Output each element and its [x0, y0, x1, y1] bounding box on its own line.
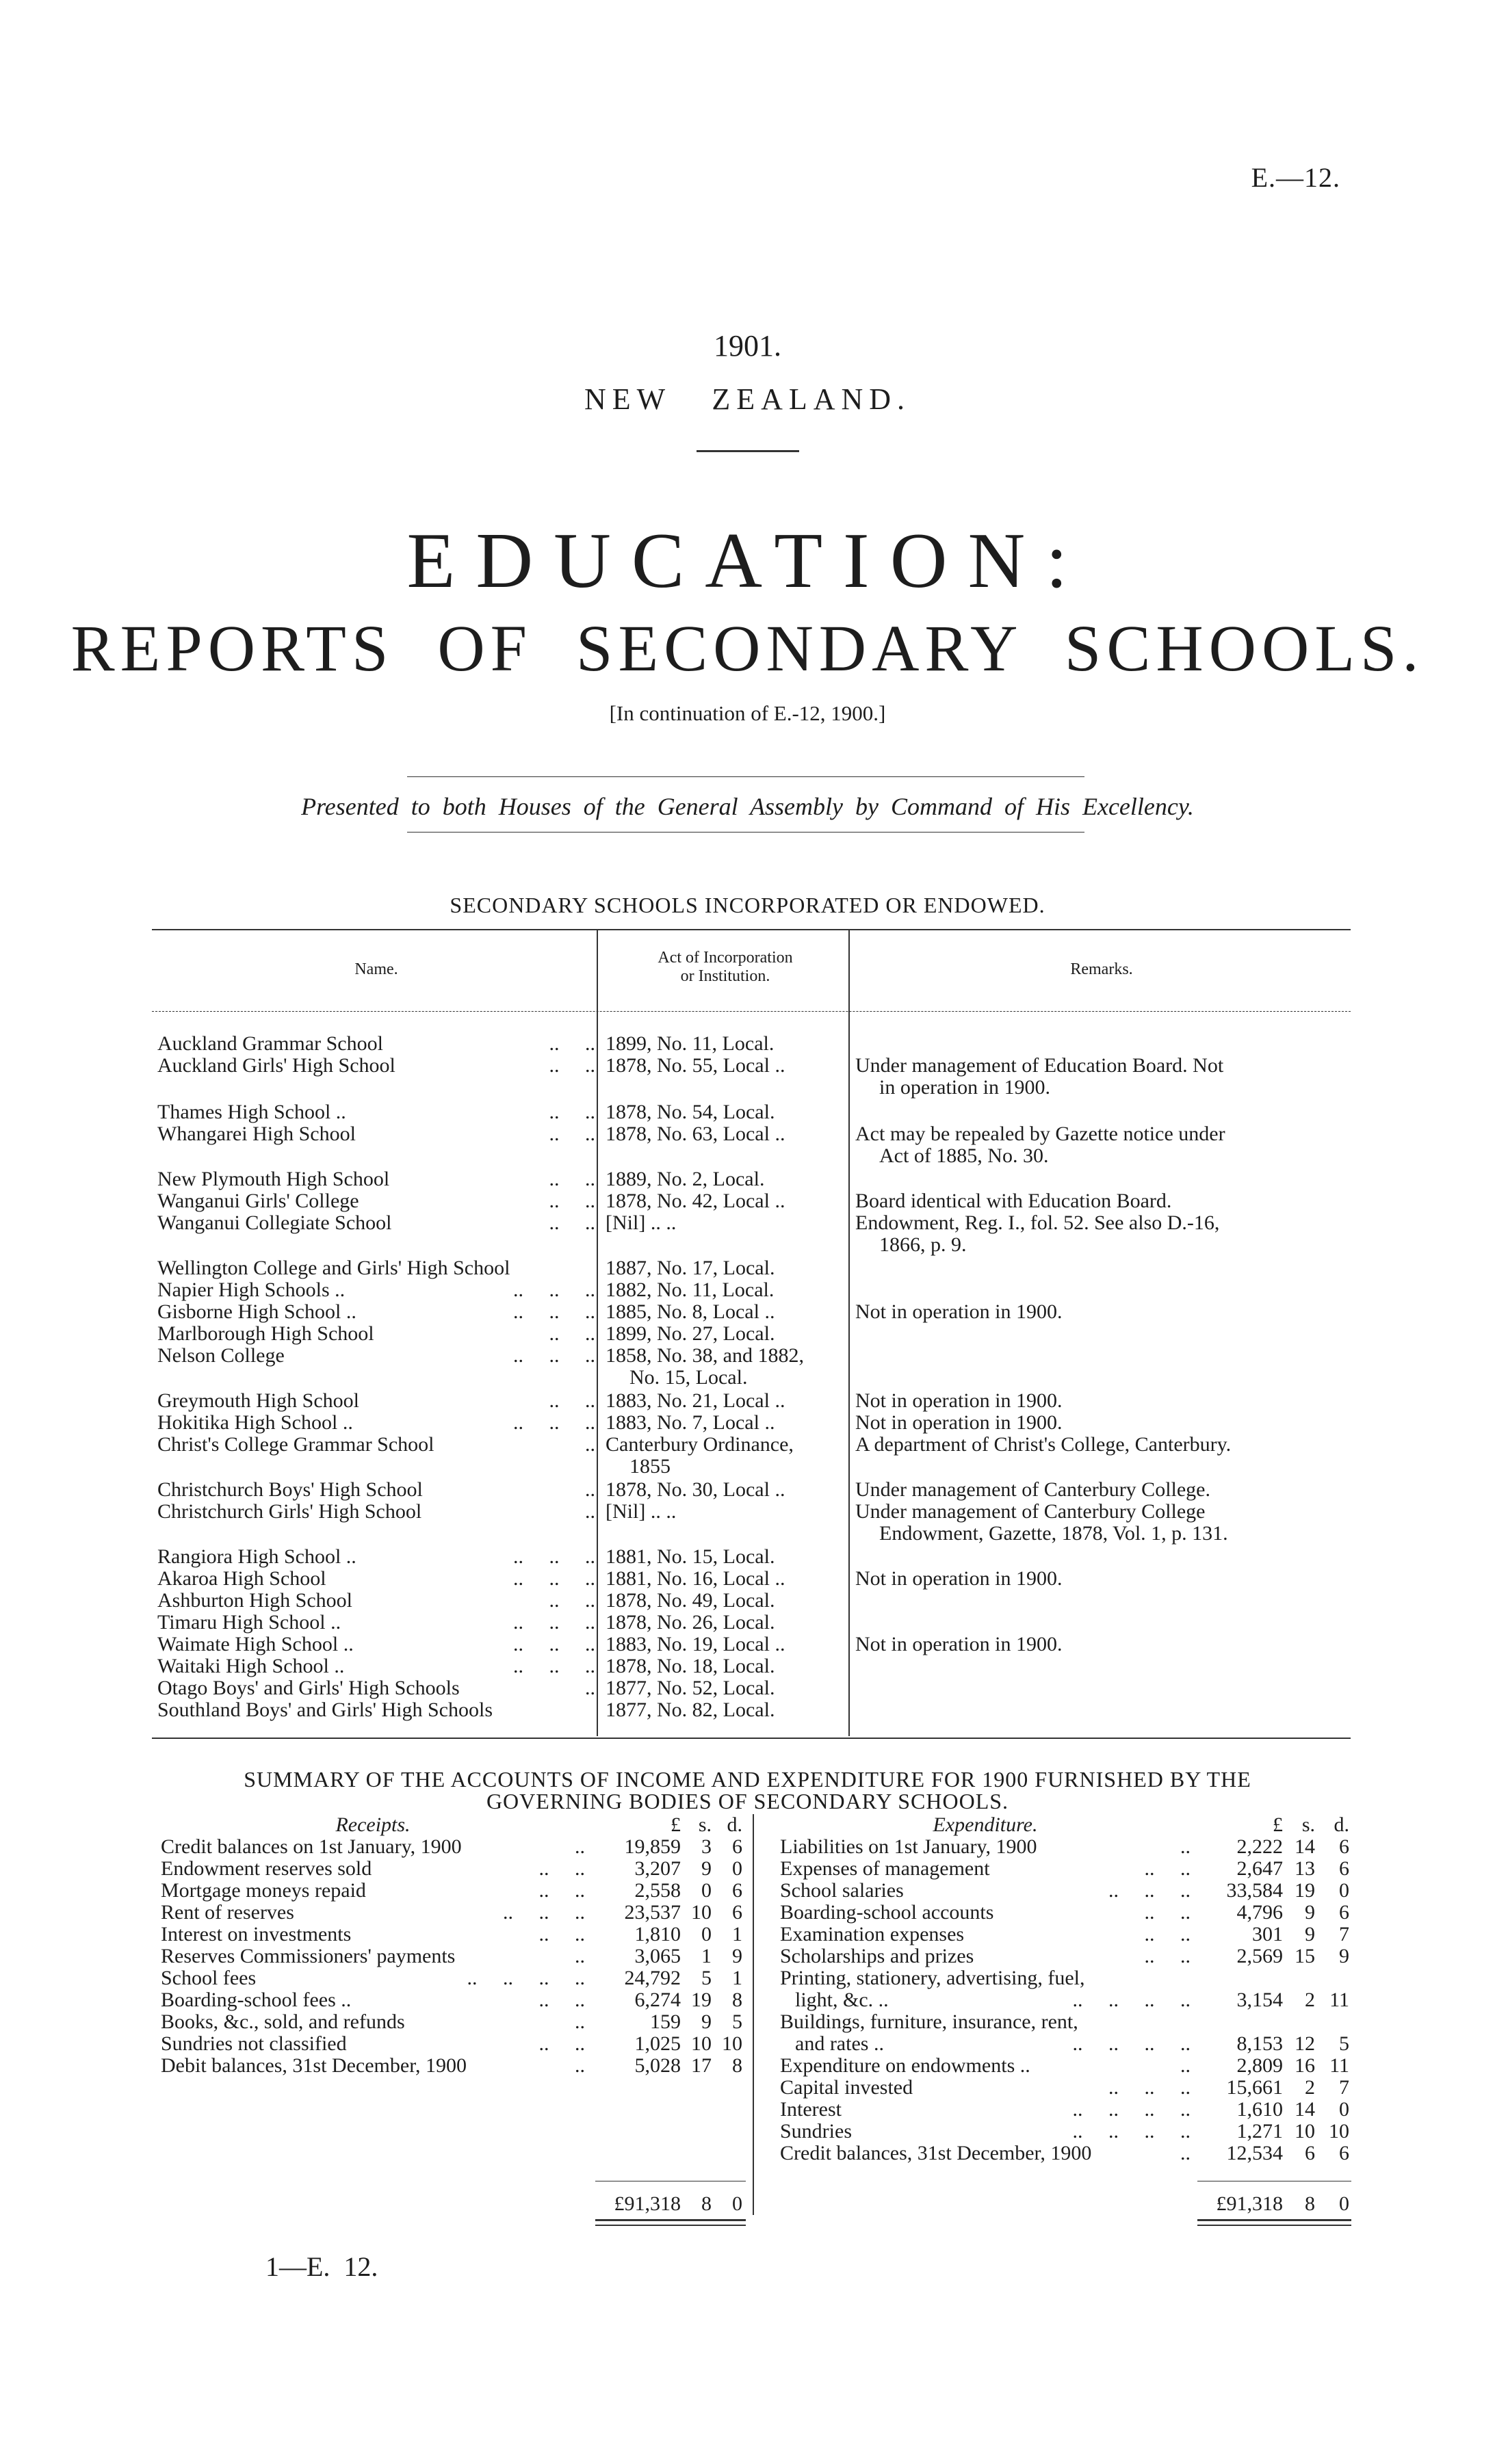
- expenditure-pence: 6: [1339, 1901, 1349, 1924]
- expenditure-shillings: 16: [1295, 2054, 1315, 2077]
- school-act: 1878, No. 26, Local.: [606, 1612, 775, 1634]
- receipt-label: Endowment reserves sold: [161, 1858, 372, 1880]
- expenditure-pence: 0: [1339, 2098, 1349, 2121]
- expenditure-pence: 10: [1329, 2120, 1349, 2142]
- expenditure-pence: 6: [1339, 1835, 1349, 1858]
- receipt-pounds: 23,537: [624, 1901, 681, 1924]
- receipt-shillings: 9: [701, 1857, 712, 1880]
- receipt-label: Rent of reserves: [161, 1902, 294, 1924]
- expenditure-label: Expenses of management: [780, 1858, 990, 1880]
- receipt-pounds: 5,028: [634, 2054, 681, 2077]
- school-remarks: Board identical with Education Board.: [855, 1190, 1172, 1212]
- col-header-act-2: or Institution.: [680, 967, 770, 985]
- receipt-label: Sundries not classified: [161, 2033, 347, 2055]
- school-name: Wellington College and Girls' High School: [157, 1257, 510, 1279]
- school-remarks: Under management of Canterbury College: [855, 1500, 1206, 1523]
- col-pence: d.: [727, 1813, 742, 1836]
- school-name: Ashburton High School: [157, 1590, 352, 1612]
- expenditure-shillings: 13: [1295, 1857, 1315, 1880]
- school-name: Christchurch Girls' High School: [157, 1501, 422, 1523]
- presented-line: Presented to both Houses of the General Assembly by Command of His Excellency.: [301, 793, 1194, 820]
- expenditure-label: Buildings, furniture, insurance, rent,: [780, 2011, 1078, 2033]
- receipt-label: Credit balances on 1st January, 1900: [161, 1836, 462, 1858]
- receipt-label: Reserves Commissioners' payments: [161, 1945, 456, 1967]
- receipt-pounds: 1,025: [634, 2032, 681, 2055]
- expenditure-pence: 11: [1329, 2054, 1349, 2077]
- school-remarks-cont: Act of 1885, No. 30.: [879, 1144, 1049, 1167]
- school-remarks: Not in operation in 1900.: [855, 1411, 1063, 1434]
- expenditure-pence: 6: [1339, 1857, 1349, 1880]
- receipt-pounds: 3,207: [634, 1857, 681, 1880]
- receipt-label: Boarding-school fees ..: [161, 1989, 352, 2011]
- expenditure-pence: 7: [1339, 1923, 1349, 1945]
- school-remarks: Not in operation in 1900.: [855, 1633, 1063, 1655]
- main-title: EDUCATION:: [406, 517, 1089, 605]
- school-name: Whangarei High School: [157, 1123, 356, 1145]
- accounts-title-2: GOVERNING BODIES OF SECONDARY SCHOOLS.: [486, 1789, 1009, 1813]
- school-remarks: Under management of Canterbury College.: [855, 1478, 1210, 1501]
- school-act: 1889, No. 2, Local.: [606, 1168, 765, 1190]
- expenditure-label: Interest: [780, 2099, 842, 2121]
- school-name: Greymouth High School: [157, 1390, 359, 1412]
- expenditure-pounds: 2,569: [1236, 1945, 1283, 1967]
- receipt-pence: 8: [732, 2054, 742, 2077]
- expenditure-label: Boarding-school accounts: [780, 1902, 994, 1924]
- expenditure-label-cont: light, &c. ..: [795, 1989, 889, 2011]
- school-name: Akaroa High School: [157, 1568, 326, 1590]
- school-name: Christchurch Boys' High School: [157, 1479, 423, 1501]
- expenditure-label: Scholarships and prizes: [780, 1945, 974, 1967]
- receipt-pence: 0: [732, 1857, 742, 1880]
- school-act: 1878, No. 55, Local ..: [606, 1055, 785, 1077]
- expenditure-label-cont: and rates ..: [795, 2033, 884, 2055]
- school-name: Rangiora High School ..: [157, 1546, 356, 1568]
- receipts-total-shillings: 8: [701, 2192, 712, 2215]
- school-name: Auckland Girls' High School: [157, 1055, 395, 1077]
- col-separator-2: [848, 929, 850, 1736]
- signature-mark: 1—E. 12.: [265, 2251, 378, 2282]
- school-act: 1858, No. 38, and 1882,: [606, 1345, 804, 1367]
- receipt-shillings: 17: [691, 2054, 712, 2077]
- receipt-pence: 8: [732, 1989, 742, 2011]
- expenditure-shillings: 19: [1295, 1879, 1315, 1902]
- expenditure-shillings: 9: [1305, 1901, 1315, 1924]
- receipt-shillings: 19: [691, 1989, 712, 2011]
- school-act: 1885, No. 8, Local ..: [606, 1301, 775, 1323]
- receipt-shillings: 10: [691, 2032, 712, 2055]
- receipt-pence: 9: [732, 1945, 742, 1967]
- expenditure-label: Credit balances, 31st December, 1900: [780, 2142, 1092, 2164]
- school-remarks: Act may be repealed by Gazette notice under: [855, 1123, 1225, 1145]
- continuation-note: [In continuation of E.-12, 1900.]: [609, 701, 886, 725]
- presented-rule-top: [407, 776, 1084, 777]
- school-act: [Nil] .. ..: [606, 1212, 677, 1234]
- expenditure-label: Liabilities on 1st January, 1900: [780, 1836, 1037, 1858]
- school-remarks: Not in operation in 1900.: [855, 1389, 1063, 1412]
- school-act: 1899, No. 27, Local.: [606, 1323, 775, 1345]
- col-pence: d.: [1334, 1813, 1349, 1836]
- expenditure-pounds: 3,154: [1236, 1989, 1283, 2011]
- expenditure-shillings: 14: [1295, 2098, 1315, 2121]
- school-name: Nelson College: [157, 1345, 285, 1367]
- country: NEW ZEALAND.: [584, 382, 911, 416]
- schools-table-title: SECONDARY SCHOOLS INCORPORATED OR ENDOWED.: [450, 893, 1045, 917]
- receipt-pounds: 2,558: [634, 1879, 681, 1902]
- expenditure-pounds: 12,534: [1226, 2142, 1283, 2164]
- col-header-name: Name.: [354, 960, 398, 978]
- expenditure-shillings: 10: [1295, 2120, 1315, 2142]
- expenditure-total-rule-1: [1197, 2219, 1351, 2221]
- school-name: Christ's College Grammar School: [157, 1434, 434, 1456]
- expenditure-pounds: 33,584: [1226, 1879, 1283, 1902]
- expenditure-shillings: 6: [1305, 2142, 1315, 2164]
- receipt-label: School fees: [161, 1967, 257, 1989]
- school-act: 1878, No. 18, Local.: [606, 1655, 775, 1677]
- receipt-pence: 5: [732, 2010, 742, 2033]
- school-name: Otago Boys' and Girls' High Schools: [157, 1677, 460, 1699]
- school-act: 1877, No. 52, Local.: [606, 1677, 775, 1699]
- school-name: Southland Boys' and Girls' High Schools: [157, 1699, 493, 1721]
- expenditure-pounds: 1,271: [1236, 2120, 1283, 2142]
- school-act: 1878, No. 63, Local ..: [606, 1123, 785, 1145]
- year: 1901.: [714, 329, 781, 363]
- table-header-rule: [152, 1011, 1351, 1012]
- accounts-divider: [753, 1814, 754, 2215]
- school-name: Hokitika High School ..: [157, 1412, 353, 1434]
- school-remarks-cont: in operation in 1900.: [879, 1076, 1050, 1099]
- school-name: Wanganui Collegiate School: [157, 1212, 392, 1234]
- expenditure-pounds: 1,610: [1236, 2098, 1283, 2121]
- school-remarks: A department of Christ's College, Canterbury.: [855, 1433, 1232, 1456]
- receipt-pounds: 1,810: [634, 1923, 681, 1945]
- expenditure-pence: 9: [1339, 1945, 1349, 1967]
- school-name: Gisborne High School ..: [157, 1301, 356, 1323]
- col-header-act-1: Act of Incorporation: [658, 949, 793, 967]
- expenditure-total-pence: 0: [1339, 2192, 1349, 2215]
- school-name: Timaru High School ..: [157, 1612, 341, 1634]
- school-act: 1883, No. 19, Local ..: [606, 1634, 785, 1655]
- expenditure-shillings: 2: [1305, 2076, 1315, 2099]
- school-name: Napier High Schools ..: [157, 1279, 346, 1301]
- accounts-title-1: SUMMARY OF THE ACCOUNTS OF INCOME AND EXPENDITURE FOR 1900 FURNISHED BY THE: [244, 1767, 1251, 1792]
- school-act: 1878, No. 30, Local ..: [606, 1479, 785, 1501]
- expenditure-pounds: 15,661: [1226, 2076, 1283, 2099]
- expenditure-label: Expenditure on endowments ..: [780, 2055, 1030, 2077]
- receipt-label: Debit balances, 31st December, 1900: [161, 2055, 467, 2077]
- expenditure-label: School salaries: [780, 1880, 904, 1902]
- receipts-heading: Receipts.: [335, 1814, 411, 1836]
- school-name: New Plymouth High School: [157, 1168, 390, 1190]
- school-name: Auckland Grammar School: [157, 1033, 383, 1055]
- expenditure-heading: Expenditure.: [933, 1814, 1038, 1836]
- expenditure-pence: 0: [1339, 1879, 1349, 1902]
- subtitle: REPORTS OF SECONDARY SCHOOLS.: [70, 612, 1425, 685]
- expenditure-label: Capital invested: [780, 2077, 913, 2099]
- expenditure-pence: 11: [1329, 1989, 1349, 2011]
- col-separator-1: [597, 929, 598, 1736]
- school-remarks: Under management of Education Board. Not: [855, 1054, 1224, 1077]
- school-act: 1887, No. 17, Local.: [606, 1257, 775, 1279]
- expenditure-shillings: 12: [1295, 2032, 1315, 2055]
- school-act: [Nil] .. ..: [606, 1501, 677, 1523]
- expenditure-pence: 7: [1339, 2076, 1349, 2099]
- school-act: 1883, No. 7, Local ..: [606, 1412, 775, 1434]
- school-remarks-cont: 1866, p. 9.: [879, 1233, 967, 1256]
- receipt-pence: 1: [732, 1923, 742, 1945]
- expenditure-label: Sundries: [780, 2121, 852, 2142]
- receipts-total-pounds: £91,318: [614, 2192, 681, 2215]
- table-bottom-rule: [152, 1738, 1351, 1739]
- col-pounds: £: [671, 1813, 681, 1836]
- expenditure-shillings: 2: [1305, 1989, 1315, 2011]
- expenditure-pounds: 2,222: [1236, 1835, 1283, 1858]
- school-act: Canterbury Ordinance,: [606, 1434, 794, 1456]
- receipt-pounds: 24,792: [624, 1967, 681, 1989]
- expenditure-pounds: 2,809: [1236, 2054, 1283, 2077]
- expenditure-pounds: 2,647: [1236, 1857, 1283, 1880]
- school-act: 1899, No. 11, Local.: [606, 1033, 775, 1055]
- expenditure-total-rule-2: [1197, 2225, 1351, 2226]
- receipt-shillings: 1: [701, 1945, 712, 1967]
- receipt-pence: 1: [732, 1967, 742, 1989]
- school-act: 1878, No. 54, Local.: [606, 1101, 775, 1123]
- school-act: 1883, No. 21, Local ..: [606, 1390, 785, 1412]
- expenditure-total-pounds: £91,318: [1216, 2192, 1283, 2215]
- expenditure-shillings: 9: [1305, 1923, 1315, 1945]
- expenditure-pounds: 301: [1252, 1923, 1283, 1945]
- school-act: 1881, No. 15, Local.: [606, 1546, 775, 1568]
- table-top-rule: [152, 929, 1351, 930]
- receipt-pounds: 19,859: [624, 1835, 681, 1858]
- school-act: 1878, No. 49, Local.: [606, 1590, 775, 1612]
- school-act: 1877, No. 82, Local.: [606, 1699, 775, 1721]
- receipt-shillings: 9: [701, 2010, 712, 2033]
- expenditure-label: Examination expenses: [780, 1924, 965, 1945]
- receipt-shillings: 3: [701, 1835, 712, 1858]
- school-act: 1882, No. 11, Local.: [606, 1279, 775, 1301]
- expenditure-pounds: 8,153: [1236, 2032, 1283, 2055]
- receipt-pence: 6: [732, 1901, 742, 1924]
- school-remarks: Not in operation in 1900.: [855, 1300, 1063, 1323]
- school-name: Waimate High School ..: [157, 1634, 354, 1655]
- expenditure-shillings: 14: [1295, 1835, 1315, 1858]
- school-remarks-cont: Endowment, Gazette, 1878, Vol. 1, p. 131.: [879, 1522, 1228, 1545]
- col-pounds: £: [1273, 1813, 1283, 1836]
- receipt-shillings: 10: [691, 1901, 712, 1924]
- receipt-pence: 10: [722, 2032, 742, 2055]
- receipt-label: Books, &c., sold, and refunds: [161, 2011, 405, 2033]
- receipt-shillings: 0: [701, 1923, 712, 1945]
- receipt-pounds: 3,065: [634, 1945, 681, 1967]
- expenditure-pounds: 4,796: [1236, 1901, 1283, 1924]
- receipt-pounds: 6,274: [634, 1989, 681, 2011]
- title-divider: [697, 450, 799, 452]
- col-shillings: s.: [698, 1813, 712, 1836]
- school-act: 1881, No. 16, Local ..: [606, 1568, 785, 1590]
- expenditure-total-shillings: 8: [1305, 2192, 1315, 2215]
- receipt-label: Mortgage moneys repaid: [161, 1880, 366, 1902]
- school-name: Marlborough High School: [157, 1323, 374, 1345]
- document-code: E.—12.: [1251, 162, 1340, 193]
- school-remarks: Endowment, Reg. I., fol. 52. See also D.-16,: [855, 1211, 1220, 1234]
- school-name: Thames High School ..: [157, 1101, 346, 1123]
- school-name: Wanganui Girls' College: [157, 1190, 359, 1212]
- school-act-cont: 1855: [629, 1456, 671, 1478]
- school-name: Waitaki High School ..: [157, 1655, 345, 1677]
- presented-rule-bottom: [407, 832, 1084, 833]
- school-act-cont: No. 15, Local.: [629, 1367, 748, 1389]
- receipt-pence: 6: [732, 1835, 742, 1858]
- col-header-remarks: Remarks.: [1070, 960, 1133, 978]
- expenditure-pence: 5: [1339, 2032, 1349, 2055]
- receipt-label: Interest on investments: [161, 1924, 352, 1945]
- col-shillings: s.: [1301, 1813, 1315, 1836]
- school-remarks: Not in operation in 1900.: [855, 1567, 1063, 1590]
- school-act: 1878, No. 42, Local ..: [606, 1190, 785, 1212]
- receipt-shillings: 0: [701, 1879, 712, 1902]
- expenditure-label: Printing, stationery, advertising, fuel,: [780, 1967, 1085, 1989]
- expenditure-shillings: 15: [1295, 1945, 1315, 1967]
- receipt-pence: 6: [732, 1879, 742, 1902]
- receipt-pounds: 159: [650, 2010, 681, 2033]
- receipt-shillings: 5: [701, 1967, 712, 1989]
- receipts-total-rule-2: [595, 2225, 746, 2226]
- expenditure-pence: 6: [1339, 2142, 1349, 2164]
- receipts-total-rule-1: [595, 2219, 746, 2221]
- receipts-total-pence: 0: [732, 2192, 742, 2215]
